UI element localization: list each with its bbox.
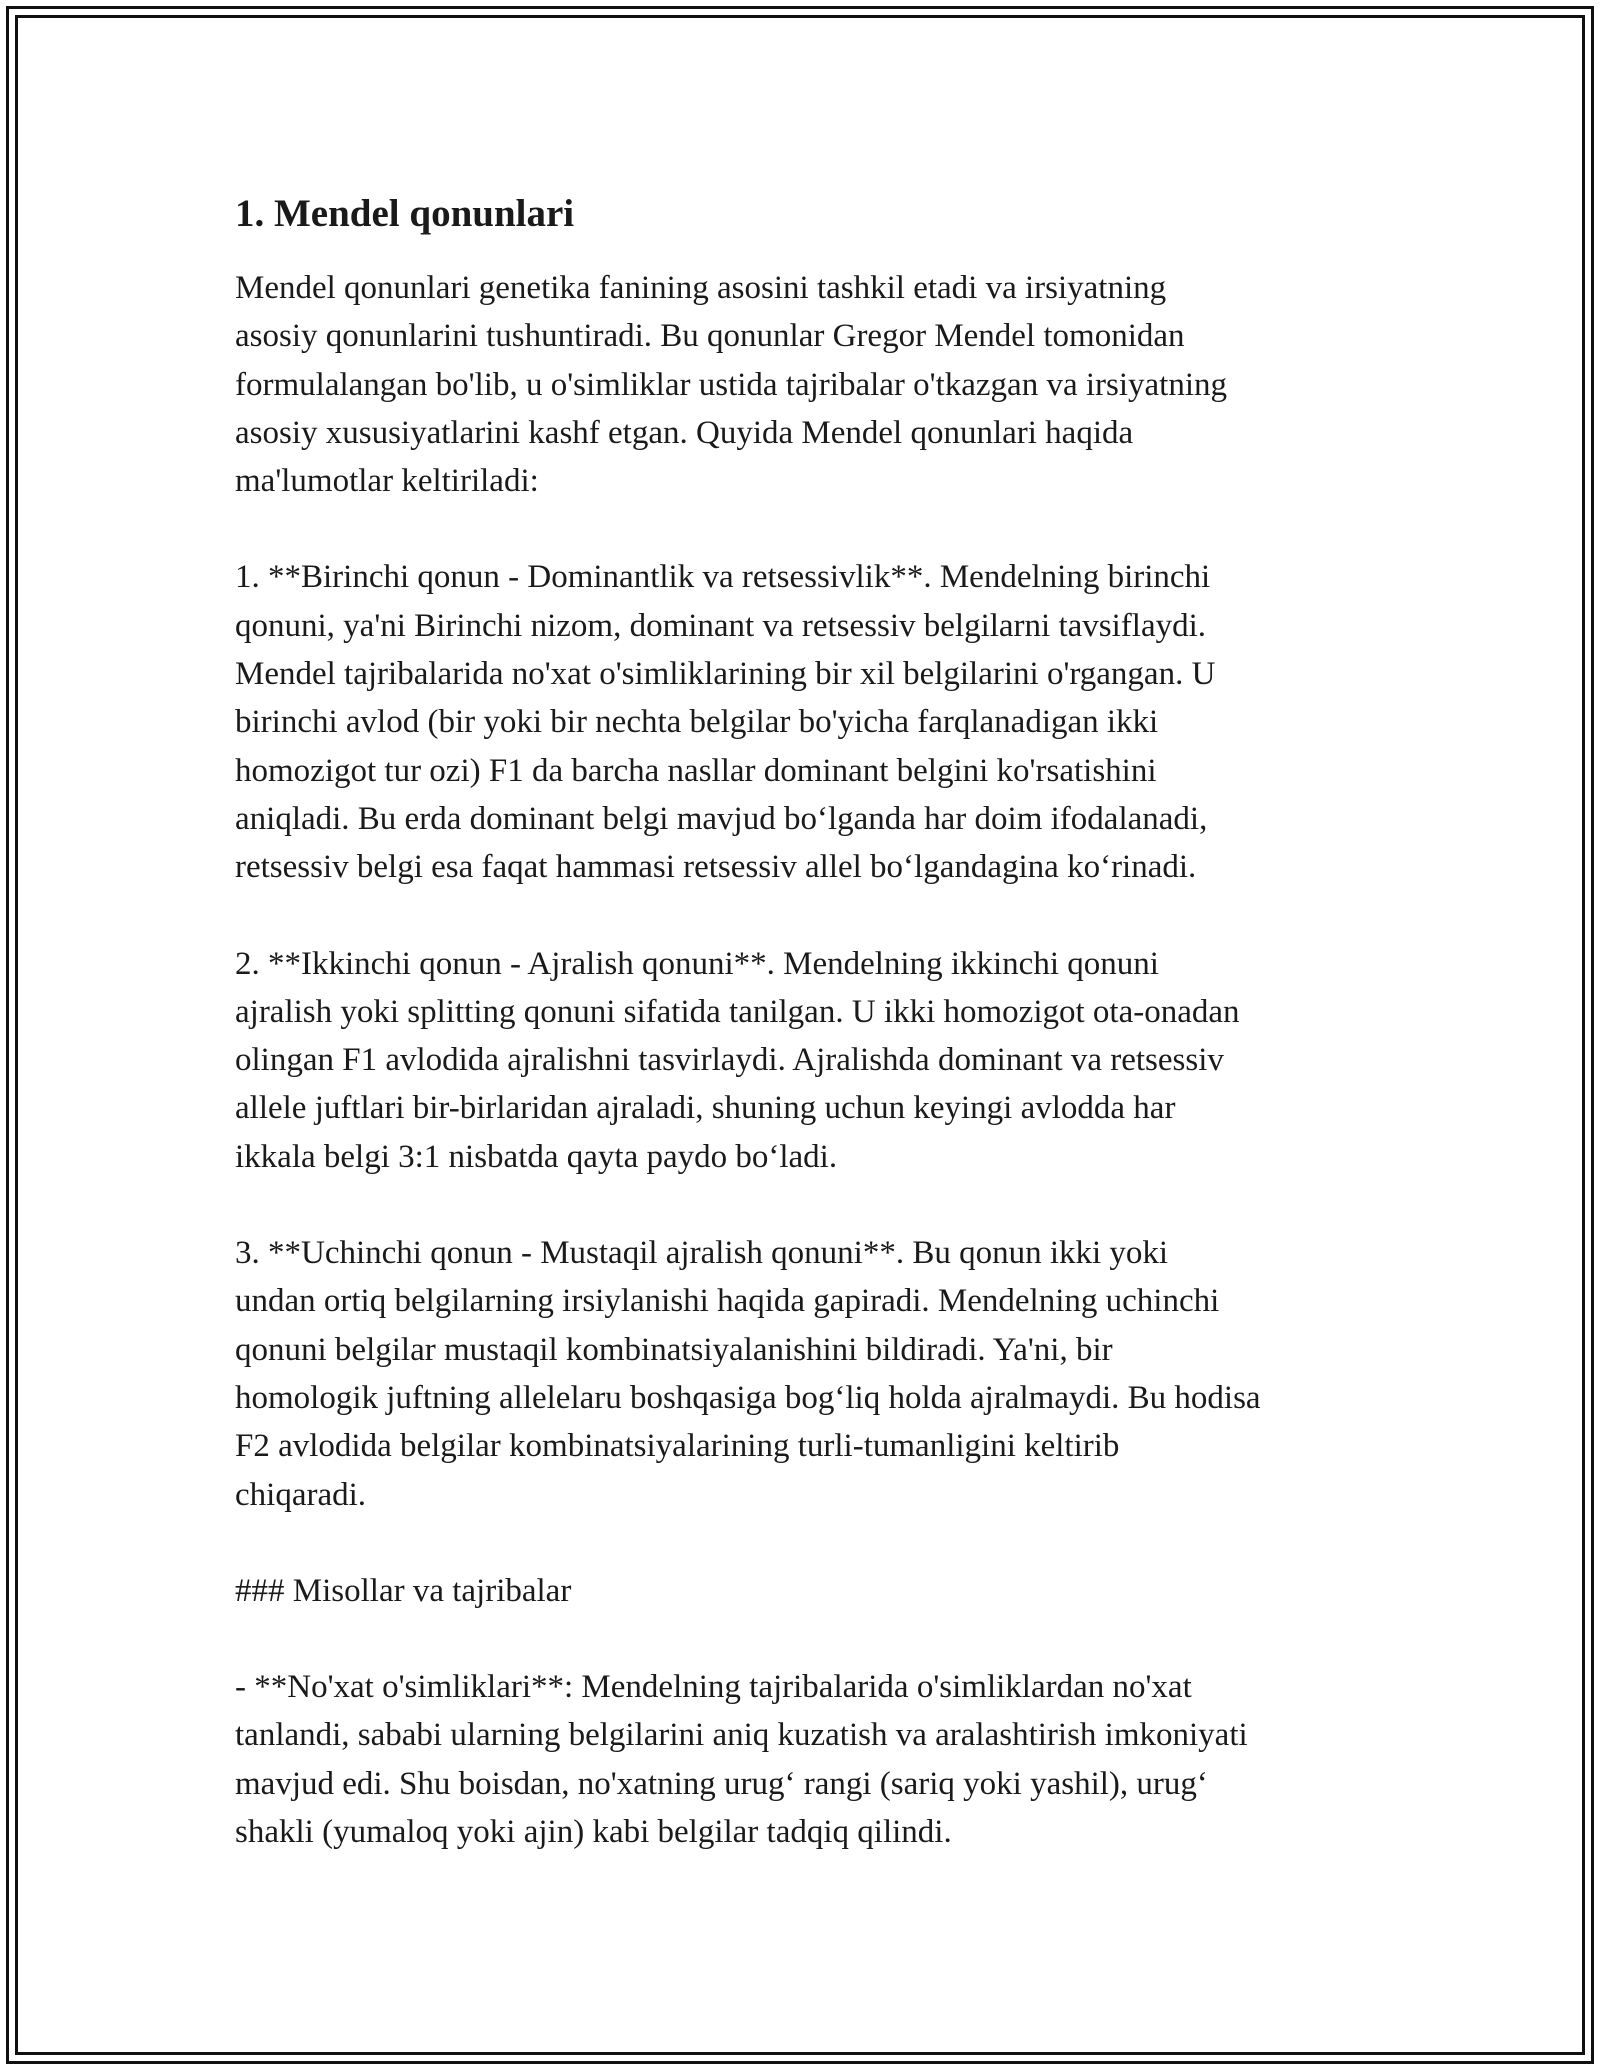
- pea-plants-paragraph: - **No'xat o'simliklari**: Mendelning tajribalarida o'simliklardan no'xat tanlandi, sababi ularning belgilarini aniq kuzatish va aralashtirish imkoniyati mavjud edi. Shu boisdan, no'xatning urug‘ rangi (sariq yoki yashil), urug‘ shakli (yumaloq yoki ajin) kabi belgilar tadqiq qilindi.: [235, 1669, 1248, 1851]
- third-law-paragraph: 3. **Uchinchi qonun - Mustaqil ajralish qonuni**. Bu qonun ikki yoki undan ortiq belgilarning irsiylanishi haqida gapiradi. Mendelning uchinchi qonuni belgilar mustaqil kombinatsiyalanishini bildiradi. Ya'ni, bir homologik juftning allelelaru boshqasiga bog‘liq holda ajralmaydi. Bu hodisa F2 avlodida belgilar kombinatsiyalarining turli-tumanligini keltirib chiqaradi.: [235, 1235, 1261, 1513]
- second-law-paragraph: 2. **Ikkinchi qonun - Ajralish qonuni**. Mendelning ikkinchi qonuni ajralish yoki splitting qonuni sifatida tanilgan. U ikki homozigot ota-onadan olingan F1 avlodida ajralishni tasvirlaydi. Ajralishda dominant va retsessiv allele juftlari bir-birlaridan ajraladi, shuning uchun keyingi avlodda har ikkala belgi 3:1 nisbatda qayta paydo bo‘ladi.: [235, 945, 1240, 1175]
- document-body: [235, 186, 1375, 1856]
- examples-heading: ### Misollar va tajribalar: [235, 1572, 572, 1609]
- first-law-paragraph: 1. **Birinchi qonun - Dominantlik va retsessivlik**. Mendelning birinchi qonuni, ya'ni Birinchi nizom, dominant va retsessiv belgilarni tavsiflaydi. Mendel tajribalarida no'xat o'simliklarining bir xil belgilarini o'rgangan. U birinchi avlod (bir yoki bir nechta belgilar bo'yicha farqlanadigan ikki homozigot tur ozi) F1 da barcha nasllar dominant belgini ko'rsatishini aniqladi. Bu erda dominant belgi mavjud bo‘lganda har doim ifodalanadi, retsessiv belgi esa faqat hammasi retsessiv allel bo‘lgandagina ko‘rinadi.: [235, 559, 1216, 886]
- intro-paragraph: Mendel qonunlari genetika fanining asosini tashkil etadi va irsiyatning asosiy qonunlarini tushuntiradi. Bu qonunlar Gregor Mendel tomonidan formulalangan bo'lib, u o'simliklar ustida tajribalar o'tkazgan va irsiyatning asosiy xususiyatlarini kashf etgan. Quyida Mendel qonunlari haqida ma'lumotlar keltiriladi:: [235, 270, 1227, 500]
- document-title: 1. Mendel qonunlari: [235, 192, 575, 235]
